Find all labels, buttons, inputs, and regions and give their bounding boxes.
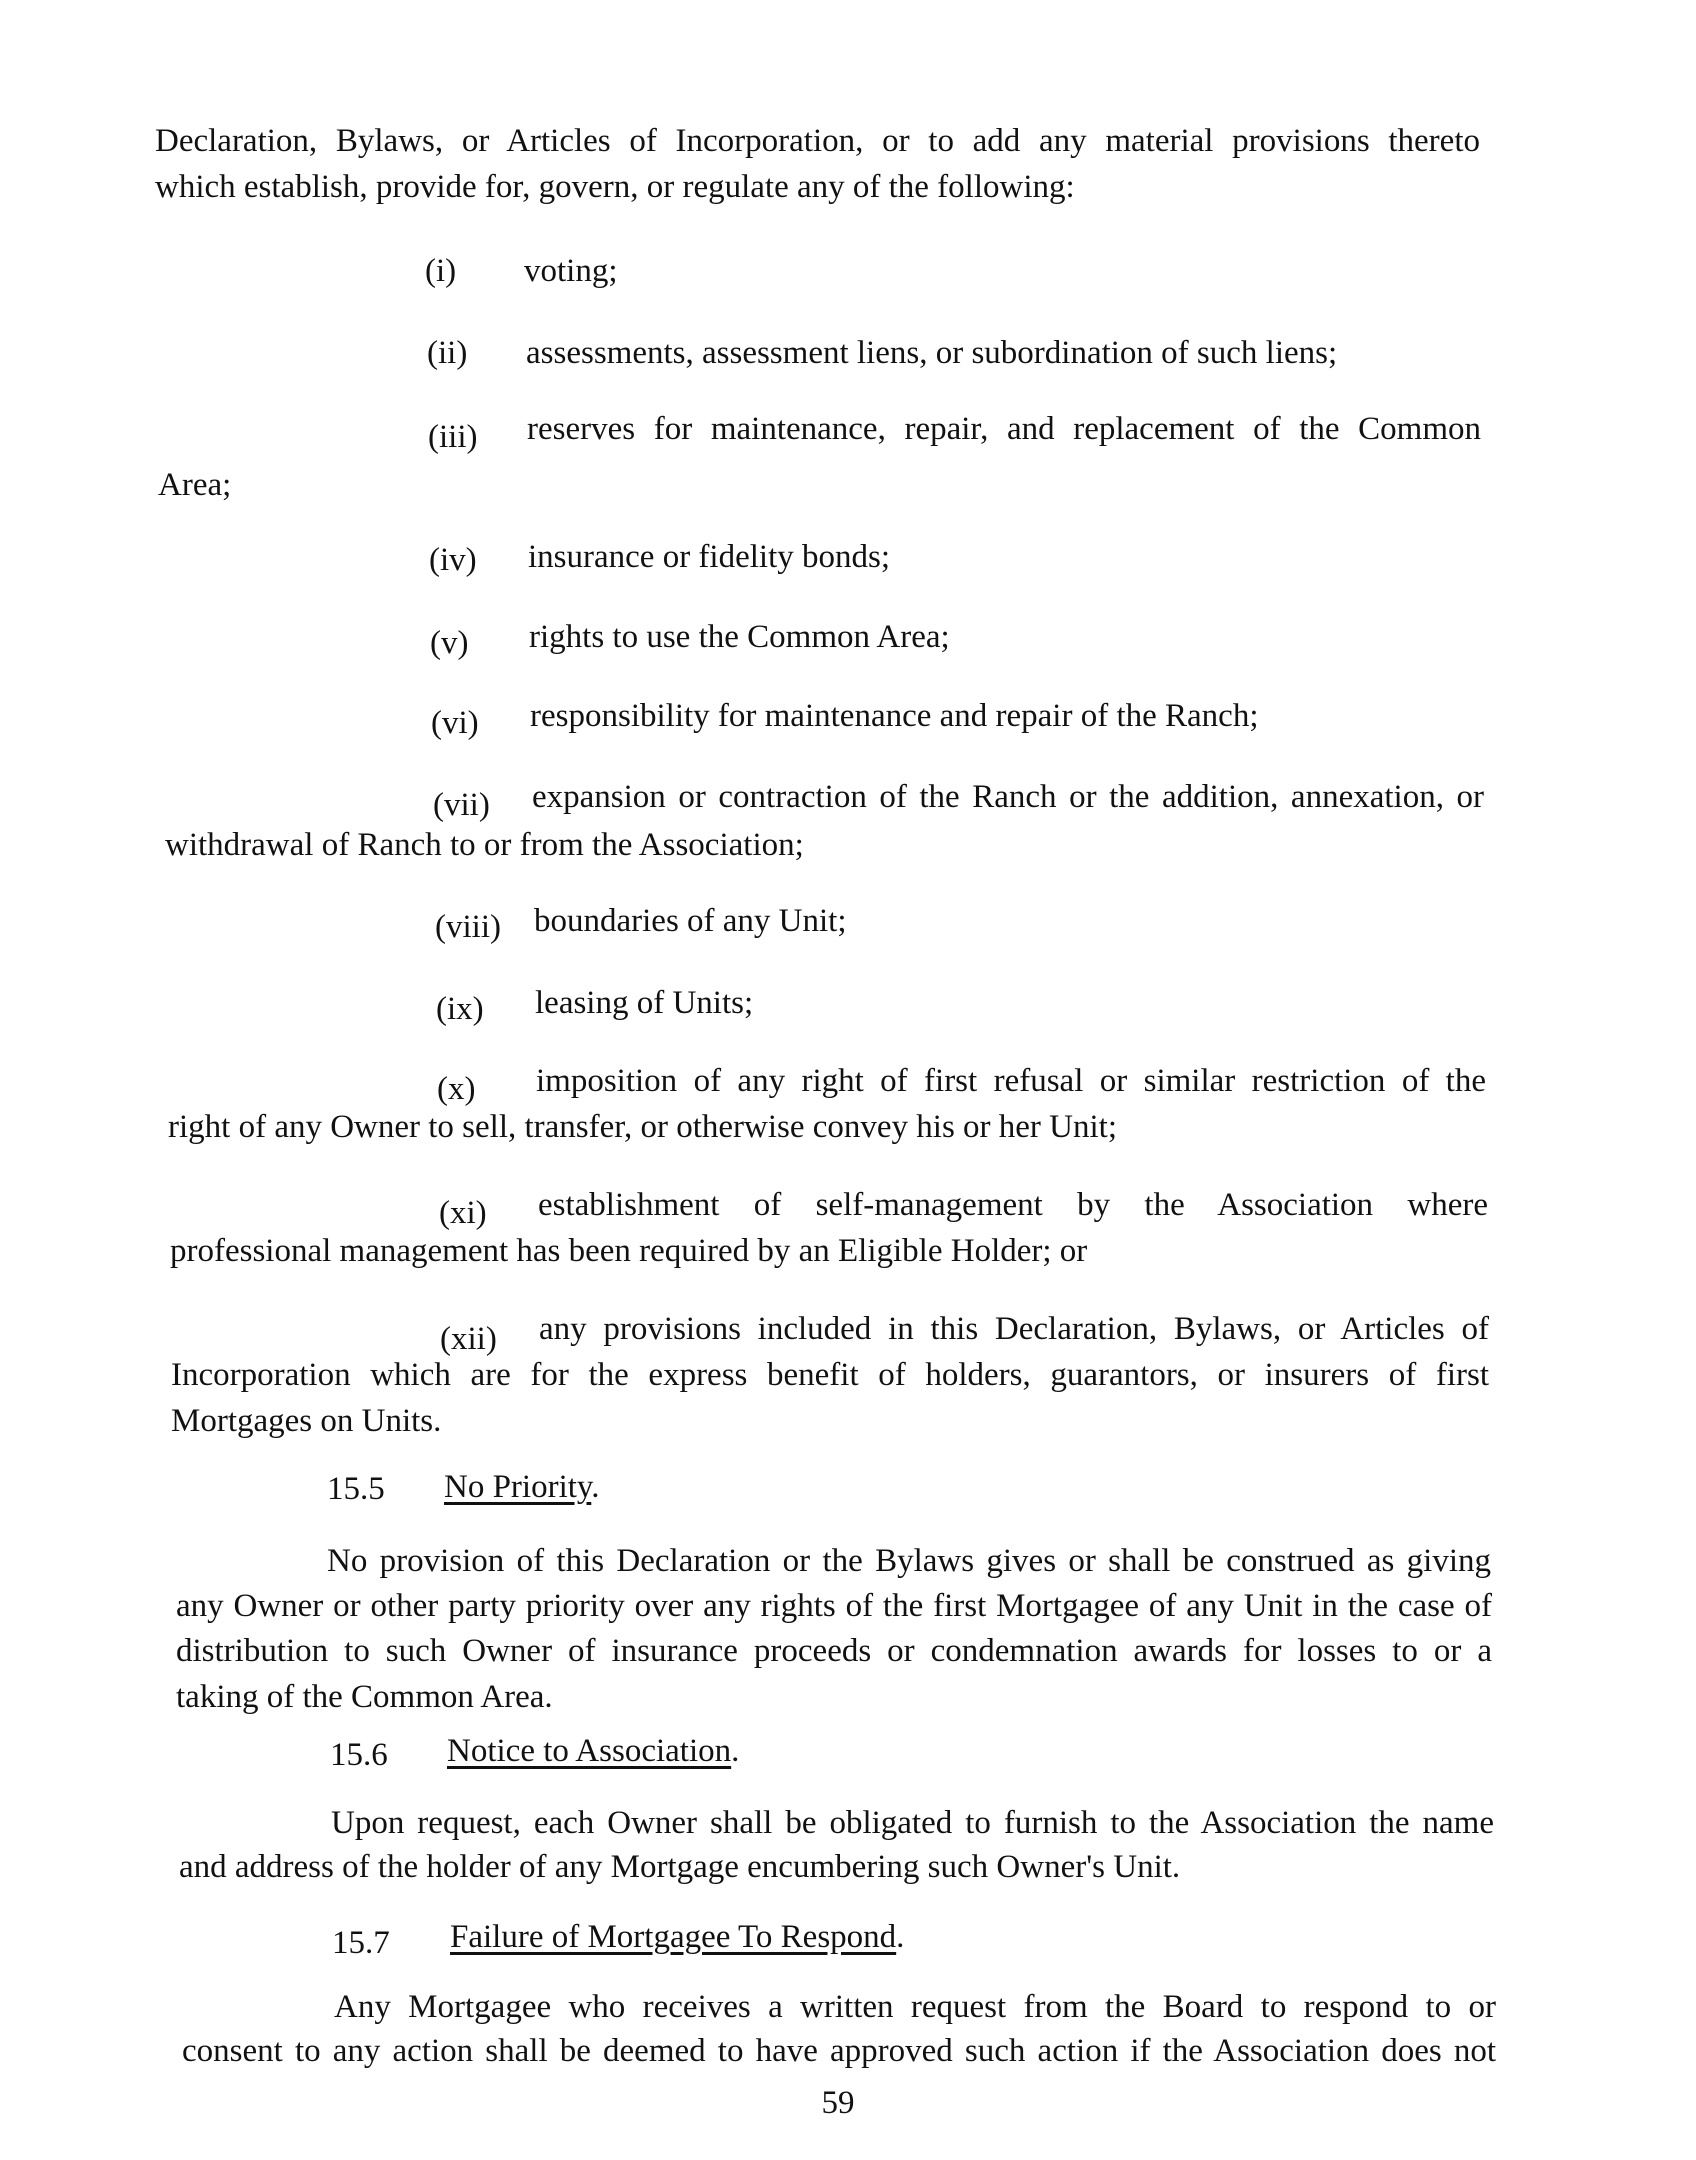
item-number: (v) [430,625,469,661]
paragraph-line: any Owner or other party priority over any rights of the first Mortgagee of any Unit in the case of [176,1588,1492,1624]
section-heading-text: No Priority [444,1469,592,1505]
paragraph-line: distribution to such Owner of insurance proceeds or condemnation awards for losses to or a [176,1633,1492,1669]
item-text: reserves for maintenance, repair, and replacement of the Common [527,411,1481,447]
item-number: (iv) [429,542,477,578]
item-continuation: withdrawal of Ranch to or from the Association; [165,827,804,863]
paragraph-line: Any Mortgagee who receives a written request from the Board to respond to or [334,1989,1496,2025]
section-heading-text: Notice to Association [447,1733,732,1769]
item-number: (xii) [440,1321,497,1357]
item-text: establishment of self-management by the Association where [538,1187,1488,1223]
paragraph-line: Upon request, each Owner shall be obligated to furnish to the Association the name [331,1805,1494,1841]
item-number: (ii) [427,335,468,371]
item-text: responsibility for maintenance and repair of the Ranch; [530,698,1259,734]
section-heading: Notice to Association. [447,1733,740,1769]
item-text: boundaries of any Unit; [534,903,847,939]
item-text: imposition of any right of first refusal or similar restriction of the [536,1063,1486,1099]
item-text: voting; [524,253,618,289]
item-continuation: Mortgages on Units. [171,1403,442,1439]
section-number: 15.7 [332,1925,390,1961]
item-text: assessments, assessment liens, or subordination of such liens; [526,335,1338,371]
section-heading-text: Failure of Mortgagee To Respond [450,1919,897,1955]
item-number: (ix) [436,991,484,1027]
paragraph-line: No provision of this Declaration or the Bylaws gives or shall be construed as giving [327,1543,1491,1579]
item-number: (vi) [431,705,479,741]
item-text: insurance or fidelity bonds; [528,539,891,575]
intro-line-1: Declaration, Bylaws, or Articles of Incorporation, or to add any material provisions thereto [155,123,1480,159]
item-text: leasing of Units; [535,985,754,1021]
item-continuation: professional management has been required by an Eligible Holder; or [170,1233,1088,1269]
section-number: 15.5 [327,1471,385,1507]
section-heading: Failure of Mortgagee To Respond. [450,1919,905,1955]
paragraph-line: consent to any action shall be deemed to have approved such action if the Association does not [182,2033,1496,2069]
item-continuation: right of any Owner to sell, transfer, or otherwise convey his or her Unit; [168,1109,1118,1145]
page-number: 59 [821,2085,855,2121]
paragraph-line: and address of the holder of any Mortgage encumbering such Owner's Unit. [179,1849,1181,1885]
item-text: rights to use the Common Area; [529,619,950,655]
item-number: (iii) [428,419,478,455]
section-heading: No Priority. [444,1469,600,1505]
item-text: expansion or contraction of the Ranch or the addition, annexation, or [532,779,1484,815]
item-continuation: Area; [158,467,232,503]
item-text: any provisions included in this Declaration, Bylaws, or Articles of [539,1311,1489,1347]
item-continuation: Incorporation which are for the express benefit of holders, guarantors, or insurers of first [171,1357,1489,1393]
section-number: 15.6 [330,1737,388,1773]
item-number: (i) [425,253,457,289]
paragraph-line: taking of the Common Area. [176,1679,553,1715]
intro-line-2: which establish, provide for, govern, or regulate any of the following: [155,169,1075,205]
item-number: (xi) [439,1195,487,1231]
item-number: (viii) [435,909,501,945]
item-number: (vii) [433,787,490,823]
item-number: (x) [437,1071,476,1107]
